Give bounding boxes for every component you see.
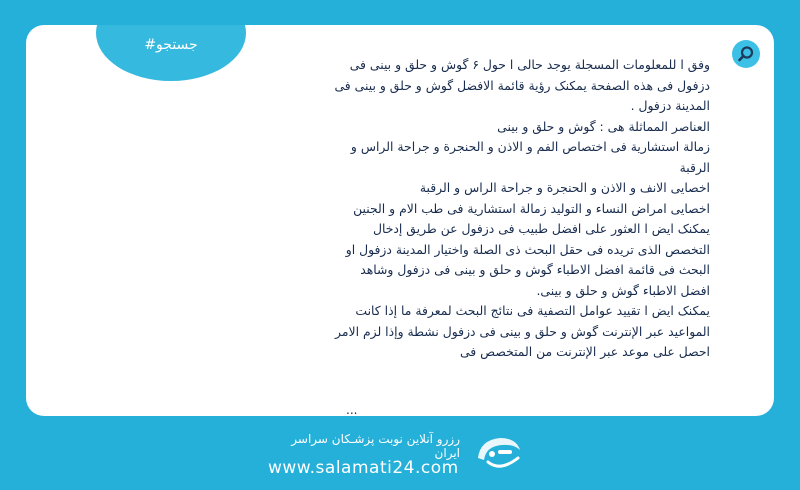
search-icon bbox=[737, 45, 755, 63]
search-tag-label[interactable]: #جستجو bbox=[144, 37, 198, 53]
salamati-logo-icon bbox=[470, 428, 530, 478]
search-button[interactable] bbox=[732, 40, 760, 68]
search-tip-paragraph: يمكنک ايض ا العثور على افضل طبيب فی دزفول عن طريق إدخال التخصص الذی تريده فی حقل البحث ذی الصلة واختيار المدينة دزفول او البحث فی قائمة افضل الاطباء گوش و حلق و بينی فی دزفول وشاهد افضل الاطباء گوش و حلق و بينی. bbox=[345, 221, 710, 298]
similar-items-title: العناصر المماثلة هی : گوش و حلق و بينی bbox=[497, 118, 710, 134]
search-tag[interactable] bbox=[96, 25, 246, 81]
article-body bbox=[330, 55, 710, 363]
similar-item[interactable]: زمالة استشارية فی اختصاص الفم و الاذن و الحنجرة و جراحة الراس و الرقبة bbox=[350, 139, 710, 175]
filter-tip-paragraph: يمكنک ايض ا تقييد عوامل التصفية فی نتائج البحث لمعرفة ما إذا كانت المواعيد عبر الإنترنت گوش و حلق و بينی فی دزفول نشطة وإذا لزم الامر احصل على موعد عبر الإنترنت من المتخصص فی bbox=[335, 303, 710, 359]
footer-slogan: رزرو آنلاین نوبت پزشـکان سراسر ایران bbox=[291, 432, 460, 460]
similar-item[interactable]: اخصايی امراض النساء و التوليد زمالة استشارية فی طب الام و الجنين bbox=[353, 200, 710, 216]
similar-item[interactable]: اخصايی الانف و الاذن و الحنجرة و جراحة الراس و الرقبة bbox=[419, 180, 710, 195]
more-ellipsis: ... bbox=[346, 403, 358, 416]
intro-paragraph: وفق ا للمعلومات المسجلة يوجد حالى ا حول ۶ گوش و حلق و بينی فی دزفول فی هذه الصفحة يمكنک رؤية قائمة الافضل گوش و حلق و بينی فی المدينة دزفول . bbox=[334, 57, 710, 113]
footer-url-link[interactable]: www.salamati24.com bbox=[268, 458, 459, 478]
content-card bbox=[26, 25, 774, 416]
